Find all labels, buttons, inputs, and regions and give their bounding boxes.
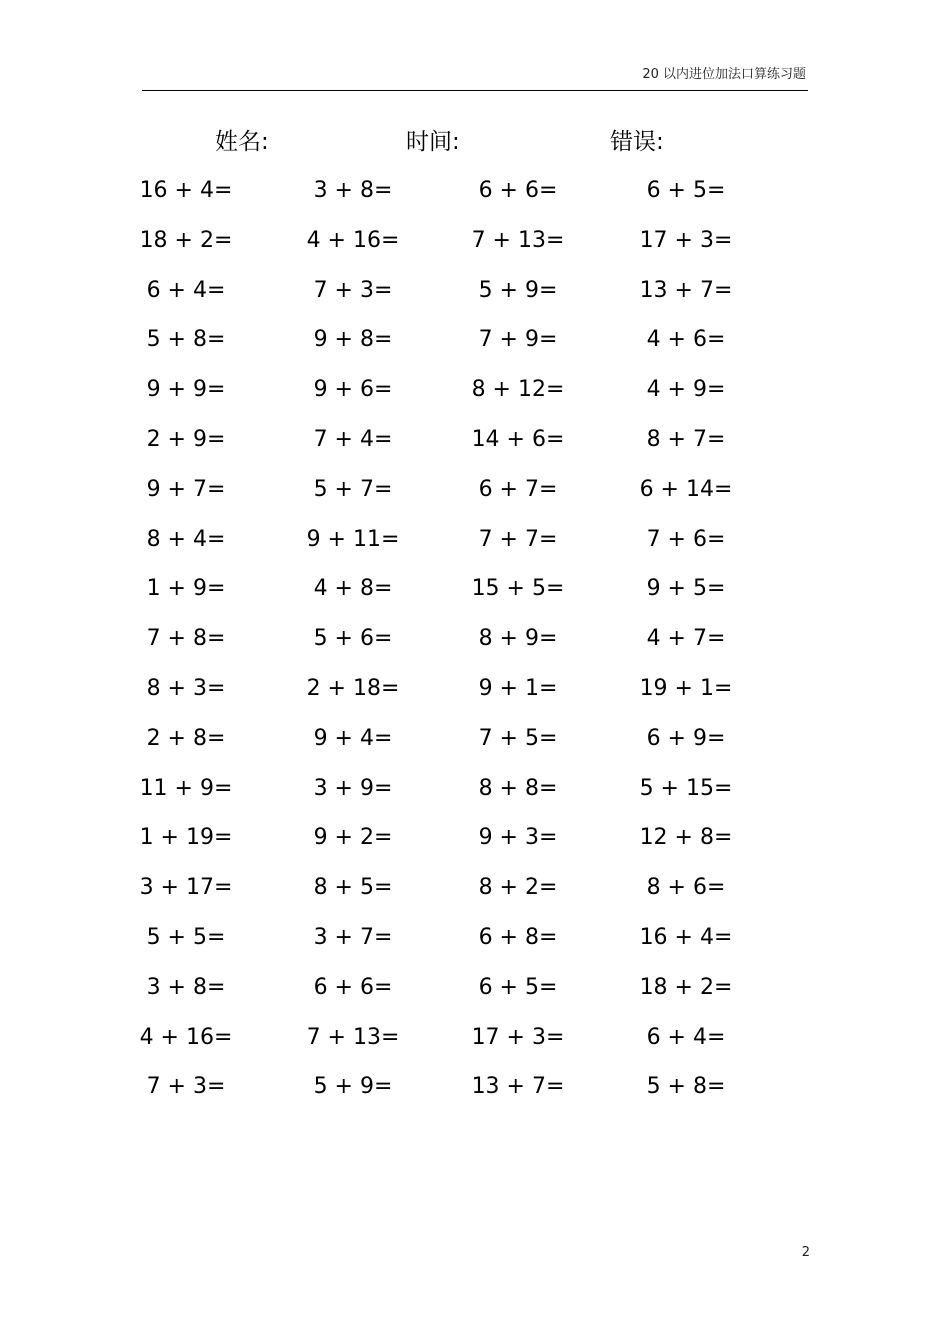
page-header	[142, 64, 808, 91]
addition-problem: 3 + 9=	[313, 775, 393, 801]
addition-problem: 9 + 4=	[313, 725, 393, 751]
addition-problem: 19 + 1=	[639, 675, 733, 701]
addition-problem: 3 + 7=	[313, 924, 393, 950]
addition-problem: 8 + 6=	[646, 875, 726, 901]
addition-problem: 6 + 7=	[478, 476, 558, 502]
problem-row	[0, 1019, 950, 1069]
addition-problem: 4 + 16=	[306, 227, 400, 253]
addition-problem: 1 + 9=	[146, 576, 226, 602]
time-label: 时间:	[406, 129, 460, 155]
addition-problem: 4 + 16=	[139, 1024, 233, 1050]
addition-problem: 11 + 9=	[139, 775, 233, 801]
problem-row	[0, 570, 950, 620]
header-title: 20 以内进位加法口算练习题	[642, 67, 806, 82]
problem-row	[0, 869, 950, 919]
student-info-row	[0, 124, 950, 160]
addition-problem: 4 + 8=	[313, 576, 393, 602]
addition-problem: 7 + 3=	[313, 277, 393, 303]
addition-problem: 8 + 12=	[471, 377, 565, 403]
addition-problem: 17 + 3=	[639, 227, 733, 253]
addition-problem: 7 + 9=	[478, 327, 558, 353]
addition-problem: 6 + 14=	[639, 476, 733, 502]
addition-problem: 7 + 6=	[646, 526, 726, 552]
addition-problem: 7 + 8=	[146, 626, 226, 652]
addition-problem: 9 + 1=	[478, 675, 558, 701]
addition-problem: 8 + 7=	[646, 426, 726, 452]
addition-problem: 5 + 7=	[313, 476, 393, 502]
addition-problem: 15 + 5=	[471, 576, 565, 602]
problem-row	[0, 969, 950, 1019]
addition-problem: 6 + 6=	[313, 974, 393, 1000]
addition-problem: 14 + 6=	[471, 426, 565, 452]
addition-problem: 6 + 6=	[478, 178, 558, 203]
problem-row	[0, 321, 950, 371]
problem-row	[0, 222, 950, 272]
addition-problem: 5 + 8=	[646, 1074, 726, 1100]
addition-problem: 9 + 6=	[313, 377, 393, 403]
problem-row	[0, 272, 950, 322]
problem-grid	[0, 172, 950, 1118]
addition-problem: 9 + 7=	[146, 476, 226, 502]
problem-row	[0, 720, 950, 770]
addition-problem: 13 + 7=	[471, 1074, 565, 1100]
problem-row	[0, 819, 950, 869]
addition-problem: 9 + 9=	[146, 377, 226, 403]
problem-row	[0, 1068, 950, 1118]
addition-problem: 8 + 3=	[146, 675, 226, 701]
problem-row	[0, 919, 950, 969]
addition-problem: 4 + 6=	[646, 327, 726, 353]
addition-problem: 18 + 2=	[139, 227, 233, 253]
addition-problem: 12 + 8=	[639, 825, 733, 851]
addition-problem: 5 + 5=	[146, 924, 226, 950]
addition-problem: 6 + 9=	[646, 725, 726, 751]
addition-problem: 6 + 5=	[478, 974, 558, 1000]
addition-problem: 17 + 3=	[471, 1024, 565, 1050]
addition-problem: 8 + 8=	[478, 775, 558, 801]
addition-problem: 7 + 13=	[306, 1024, 400, 1050]
addition-problem: 7 + 3=	[146, 1074, 226, 1100]
addition-problem: 3 + 8=	[146, 974, 226, 1000]
addition-problem: 3 + 17=	[139, 875, 233, 901]
addition-problem: 3 + 8=	[313, 178, 393, 203]
addition-problem: 9 + 8=	[313, 327, 393, 353]
addition-problem: 2 + 18=	[306, 675, 400, 701]
addition-problem: 8 + 2=	[478, 875, 558, 901]
addition-problem: 5 + 6=	[313, 626, 393, 652]
problem-row	[0, 670, 950, 720]
problem-row	[0, 471, 950, 521]
addition-problem: 8 + 5=	[313, 875, 393, 901]
addition-problem: 5 + 9=	[313, 1074, 393, 1100]
addition-problem: 7 + 4=	[313, 426, 393, 452]
addition-problem: 5 + 15=	[639, 775, 733, 801]
problem-row	[0, 521, 950, 571]
addition-problem: 2 + 8=	[146, 725, 226, 751]
addition-problem: 7 + 5=	[478, 725, 558, 751]
page-number: 2	[801, 1245, 810, 1260]
addition-problem: 9 + 5=	[646, 576, 726, 602]
addition-problem: 18 + 2=	[639, 974, 733, 1000]
addition-problem: 6 + 8=	[478, 924, 558, 950]
addition-problem: 16 + 4=	[639, 924, 733, 950]
addition-problem: 4 + 9=	[646, 377, 726, 403]
addition-problem: 6 + 4=	[646, 1024, 726, 1050]
name-label: 姓名:	[215, 129, 269, 155]
problem-row	[0, 172, 950, 222]
addition-problem: 6 + 4=	[146, 277, 226, 303]
addition-problem: 7 + 13=	[471, 227, 565, 253]
addition-problem: 4 + 7=	[646, 626, 726, 652]
addition-problem: 7 + 7=	[478, 526, 558, 552]
addition-problem: 13 + 7=	[639, 277, 733, 303]
problem-row	[0, 421, 950, 471]
problem-row	[0, 770, 950, 820]
problem-row	[0, 620, 950, 670]
addition-problem: 8 + 4=	[146, 526, 226, 552]
addition-problem: 5 + 8=	[146, 327, 226, 353]
addition-problem: 9 + 11=	[306, 526, 400, 552]
addition-problem: 9 + 2=	[313, 825, 393, 851]
addition-problem: 6 + 5=	[646, 178, 726, 203]
errors-label: 错误:	[610, 129, 664, 155]
addition-problem: 9 + 3=	[478, 825, 558, 851]
addition-problem: 5 + 9=	[478, 277, 558, 303]
problem-row	[0, 371, 950, 421]
addition-problem: 2 + 9=	[146, 426, 226, 452]
addition-problem: 8 + 9=	[478, 626, 558, 652]
addition-problem: 1 + 19=	[139, 825, 233, 851]
addition-problem: 16 + 4=	[139, 178, 233, 203]
